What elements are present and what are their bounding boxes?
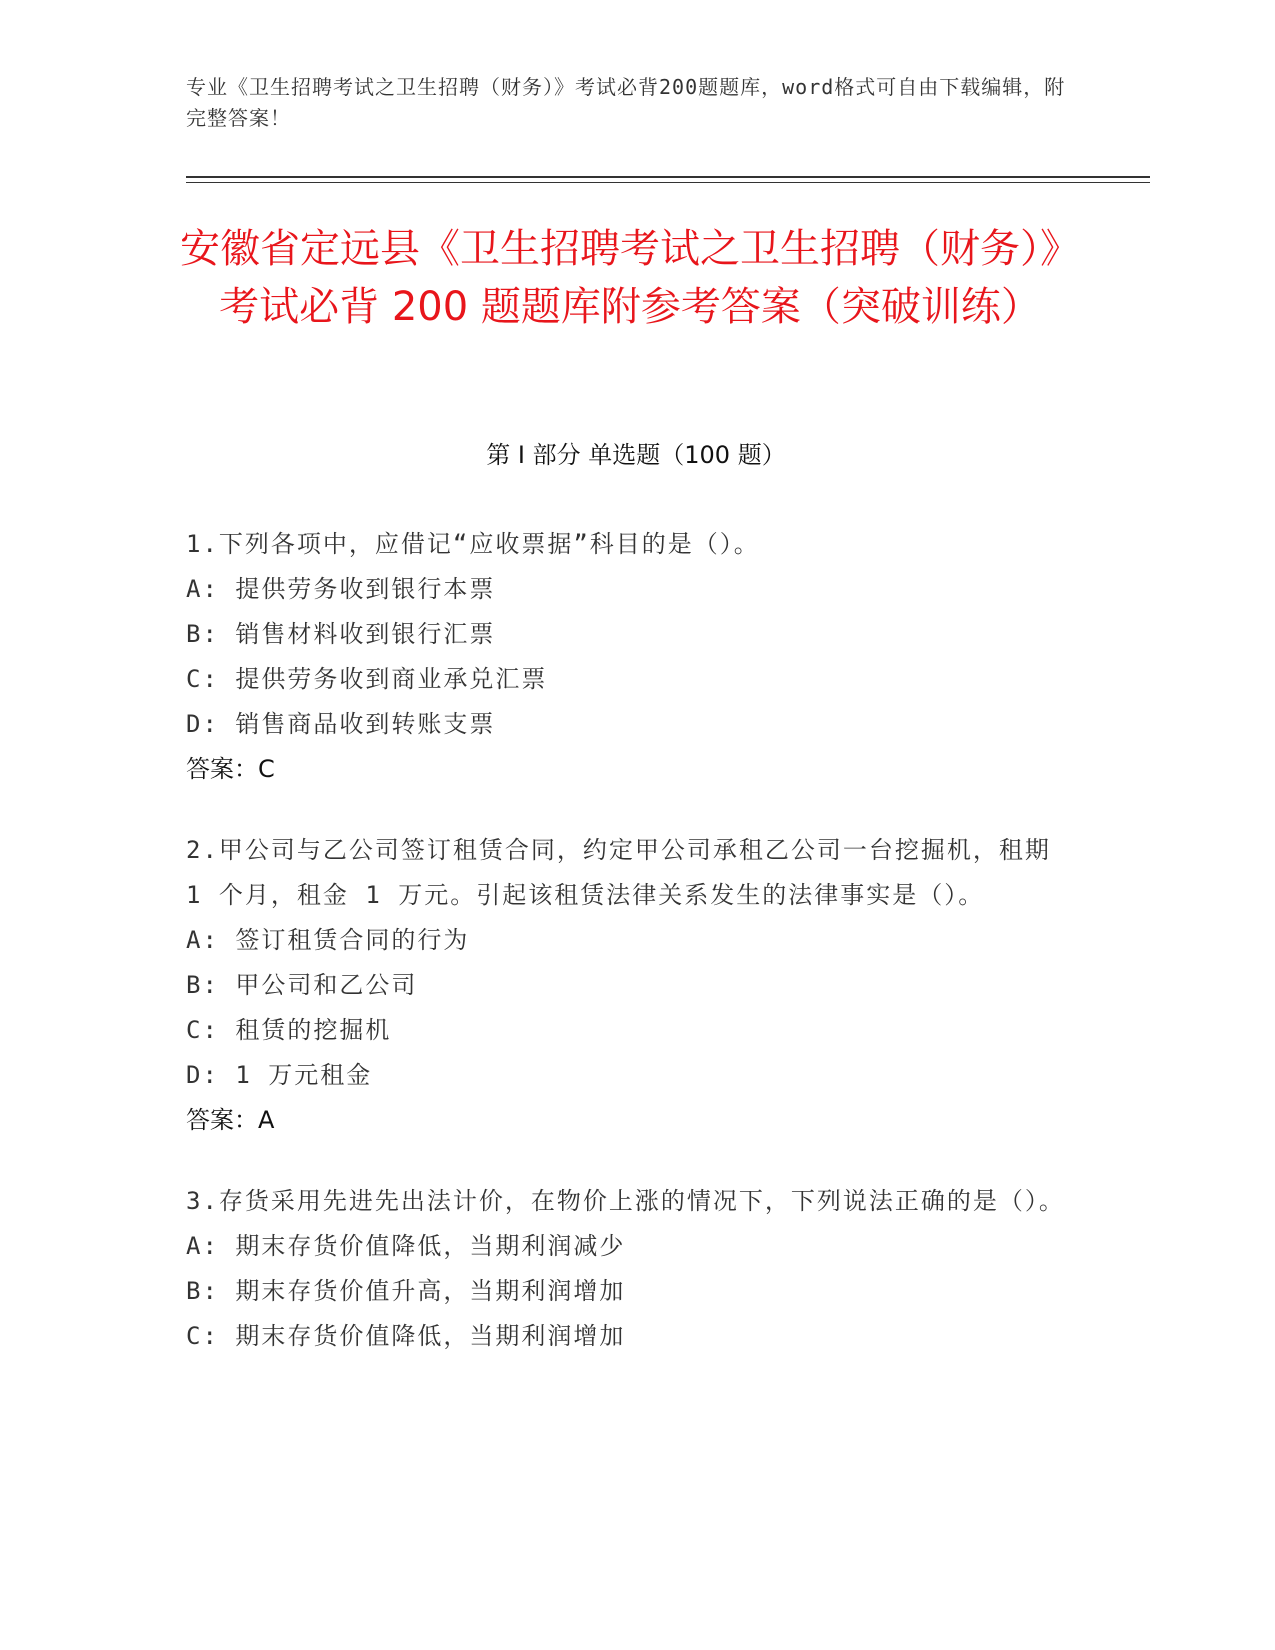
question-stem: 1.下列各项中，应借记“应收票据”科目的是（）。 xyxy=(186,530,760,558)
question-list xyxy=(186,522,1066,1395)
header-note: 专业《卫生招聘考试之卫生招聘（财务）》考试必背200题题库，word格式可自由下载编辑，附完整答案！ xyxy=(186,75,1066,130)
question-3 xyxy=(186,1179,1066,1359)
answer: 答案：C xyxy=(186,755,275,783)
section-heading: 第 I 部分 单选题（100 题） xyxy=(486,441,786,469)
option-c: C: 租赁的挖掘机 xyxy=(186,1016,392,1044)
document-title: 安徽省定远县《卫生招聘考试之卫生招聘（财务）》考试必背 200 题题库附参考答案（突破训练） xyxy=(180,226,1080,330)
question-stem: 3.存货采用先进先出法计价，在物价上涨的情况下，下列说法正确的是（）。 xyxy=(186,1187,1065,1215)
option-a: A: 签订租赁合同的行为 xyxy=(186,926,470,954)
header-divider-thin xyxy=(186,182,1150,183)
option-d: D: 销售商品收到转账支票 xyxy=(186,710,496,738)
question-stem: 2.甲公司与乙公司签订租赁合同，约定甲公司承租乙公司一台挖掘机，租期 1 个月，租金 1 万元。引起该租赁法律关系发生的法律事实是（）。 xyxy=(186,836,1051,909)
option-c: C: 提供劳务收到商业承兑汇票 xyxy=(186,665,548,693)
header-divider-thick xyxy=(186,176,1150,178)
option-b: B: 期末存货价值升高，当期利润增加 xyxy=(186,1277,626,1305)
option-d: D: 1 万元租金 xyxy=(186,1061,373,1089)
option-b: B: 甲公司和乙公司 xyxy=(186,971,418,999)
option-b: B: 销售材料收到银行汇票 xyxy=(186,620,496,648)
question-2 xyxy=(186,828,1066,1143)
question-1 xyxy=(186,522,1066,792)
option-a: A: 期末存货价值降低，当期利润减少 xyxy=(186,1232,626,1260)
option-a: A: 提供劳务收到银行本票 xyxy=(186,575,496,603)
option-c: C: 期末存货价值降低，当期利润增加 xyxy=(186,1322,626,1350)
answer: 答案：A xyxy=(186,1106,275,1134)
